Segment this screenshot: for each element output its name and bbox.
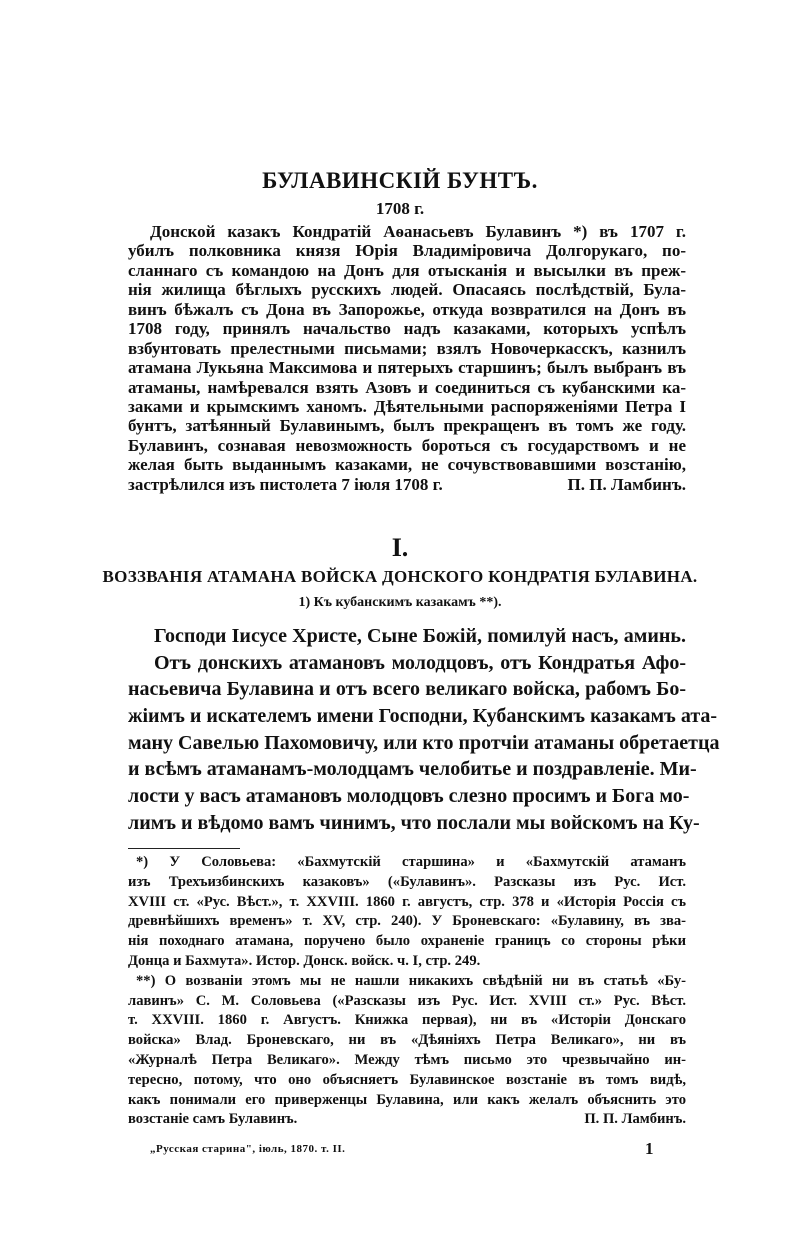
text-line xyxy=(128,992,686,1012)
section-subheading: 1) Къ кубанскимъ казакамъ **). xyxy=(298,595,502,610)
text-line xyxy=(128,397,686,416)
text-line-content: «Журналѣ Петра Великаго». Между тѣмъ письмо это чрезвычайно ин- xyxy=(128,1051,686,1068)
text-line-content: взбунтовать прелестными письмами; взялъ Новочеркасскъ, казнилъ xyxy=(128,338,686,358)
text-line-content: Господи Іисусе Христе, Сыне Божій, помилуй насъ, аминь. xyxy=(154,625,686,647)
footnote xyxy=(128,972,686,1130)
text-line-content: Булавинъ, сознавая невозможность бороться съ государствомъ и не xyxy=(128,435,686,455)
text-line-content: **) О возваніи этомъ мы не нашли никакихъ свѣдѣній ни въ статьѣ «Бу- xyxy=(136,972,686,989)
text-line-content: лости у васъ атамановъ молодцовъ слезно просимъ и Бога мо- xyxy=(128,785,690,808)
article-year: 1708 г. xyxy=(375,199,425,218)
text-line xyxy=(128,358,686,377)
text-line-content: какъ понимали его приверженцы Булавина, или какъ желалъ объяснить это xyxy=(128,1091,686,1108)
text-line xyxy=(128,623,686,650)
text-line xyxy=(128,1011,686,1031)
text-line-content: нія жилища бѣглыхъ русскихъ людей. Опасаясь послѣдствій, Була- xyxy=(128,280,686,300)
article-title: БУЛАВИНСКІЙ БУНТЪ. xyxy=(262,168,538,193)
text-line-content: бунтъ, затѣянный Булавинымъ, былъ прекращенъ въ томъ же году. xyxy=(128,416,686,436)
footnote-divider xyxy=(128,848,240,849)
text-line-content: атаманы, намѣревался взять Азовъ и соединиться съ кубанскими ка- xyxy=(128,377,686,397)
text-line xyxy=(128,261,686,280)
text-line xyxy=(128,1091,686,1111)
footer-source: „Русская старина", іюль, 1870. т. II. xyxy=(150,1143,346,1155)
text-line xyxy=(128,952,686,972)
text-line xyxy=(128,893,686,913)
text-line xyxy=(128,810,700,837)
text-line xyxy=(128,730,720,757)
text-line xyxy=(128,1110,686,1130)
text-line xyxy=(128,756,697,783)
text-line-content: древнѣйшихъ временъ» т. XV, стр. 240). У Броневскаго: «Булавину, въ зва- xyxy=(128,913,686,930)
text-line xyxy=(128,319,686,338)
text-line xyxy=(128,455,686,474)
section-numeral: I. xyxy=(391,533,409,562)
text-line xyxy=(128,676,686,703)
author-signature: П. П. Ламбинъ. xyxy=(584,1111,686,1128)
text-line-content: возстаніе самъ Булавинъ. xyxy=(128,1111,298,1128)
text-line-content: войска» Влад. Броневскаго, ни въ «Дѣяніяхъ Петра Великаго», ни въ xyxy=(128,1032,686,1049)
section-heading: ВОЗЗВАНІЯ АТАМАНА ВОЙСКА ДОНСКОГО КОНДРАТІЯ БУЛАВИНА. xyxy=(102,567,698,586)
text-line xyxy=(128,339,686,358)
text-line xyxy=(128,853,686,873)
text-line xyxy=(128,972,686,992)
text-line-content: насьевича Булавина и отъ всего великаго войска, рабомъ Бо- xyxy=(128,678,686,701)
text-line-content: 1708 году, принялъ начальство надъ казаками, которыхъ успѣлъ xyxy=(128,319,686,339)
text-line xyxy=(128,783,690,810)
text-line xyxy=(128,703,718,730)
footnote xyxy=(128,853,686,972)
text-line-content: т. XXVIII. 1860 г. Августъ. Книжка первая), ни въ «Исторіи Донскаго xyxy=(128,1012,686,1029)
text-line-content: лимъ и вѣдомо вамъ чинимъ, что послали мы войскомъ на Ку- xyxy=(128,811,700,834)
text-line xyxy=(128,222,686,241)
text-line-content: *) У Соловьева: «Бахмутскій старшина» и «Бахмутскій атаманъ xyxy=(136,854,686,870)
text-line xyxy=(128,241,686,260)
text-line xyxy=(128,912,686,932)
text-line-content: нія походнаго атамана, поручено было охраненіе границъ со стороны рѣки xyxy=(128,933,686,950)
text-line-content: заками и крымскимъ ханомъ. Дѣятельными распоряженіями Петра I xyxy=(128,396,686,416)
text-line-content: Отъ донскихъ атамановъ молодцовъ, отъ Кондратья Афо- xyxy=(154,651,686,674)
text-line-content: застрѣлился изъ пистолета 7 іюля 1708 г. xyxy=(128,474,443,494)
text-line-content: убилъ полковника князя Юрія Владиміровича Долгорукаго, по- xyxy=(128,241,686,261)
text-line-content: и всѣмъ атаманамъ-молодцамъ челобитье и поздравленіе. Ми- xyxy=(128,758,697,781)
text-line xyxy=(128,300,686,319)
text-line xyxy=(128,280,686,299)
text-line-content: ману Савелью Пахомовичу, или кто протчіи атаманы обретаетца xyxy=(128,731,720,754)
text-line xyxy=(128,416,686,435)
text-line-content: атамана Лукьяна Максимова и пятерыхъ старшинъ; былъ выбранъ въ xyxy=(128,358,686,378)
text-line-content: жіимъ и искателемъ имени Господни, Кубанскимъ казакамъ ата- xyxy=(128,705,718,728)
letter-text xyxy=(128,623,720,837)
text-line-content: тересно, потому, что оно объясняетъ Булавинское возстаніе въ томъ видѣ, xyxy=(128,1071,686,1088)
text-line xyxy=(128,1051,686,1071)
text-line-content: сланнаго съ командою на Донъ для отысканія и высылки въ преж- xyxy=(128,260,686,280)
text-line xyxy=(128,1071,686,1091)
text-line-content: изъ Трехъизбинскихъ казаковъ» («Булавинъ». Разсказы изъ Рус. Ист. xyxy=(128,873,686,890)
text-line-content: лавинъ» С. М. Соловьева («Разсказы изъ Рус. Ист. XVIII ст.» Рус. Вѣст. xyxy=(128,992,686,1009)
text-line xyxy=(128,1031,686,1051)
text-line xyxy=(128,378,686,397)
page-number: 1 xyxy=(645,1139,654,1158)
text-line xyxy=(128,873,686,893)
text-line-content: винъ бѣжалъ съ Дона въ Запорожье, откуда возвратился на Донъ въ xyxy=(128,299,686,319)
text-line xyxy=(128,932,686,952)
text-line-content: Донской казакъ Кондратій Аѳанасьевъ Булавинъ *) въ 1707 г. xyxy=(150,222,686,241)
text-line xyxy=(128,650,686,677)
text-line xyxy=(128,475,686,494)
footnotes xyxy=(128,853,686,1130)
text-line-content: желая быть выданнымъ казаками, не сочувствовавшими возстанію, xyxy=(128,455,686,475)
text-line-content: XVIII ст. «Рус. Вѣст.», т. XXVIII. 1860 г. августъ, стр. 378 и «Исторія Россія съ xyxy=(128,893,686,910)
text-line-content: Донца и Бахмута». Истор. Донск. войск. ч. I, стр. 249. xyxy=(128,952,481,969)
intro-paragraph xyxy=(128,222,686,494)
author-signature: П. П. Ламбинъ. xyxy=(567,474,686,494)
text-line xyxy=(128,436,686,455)
